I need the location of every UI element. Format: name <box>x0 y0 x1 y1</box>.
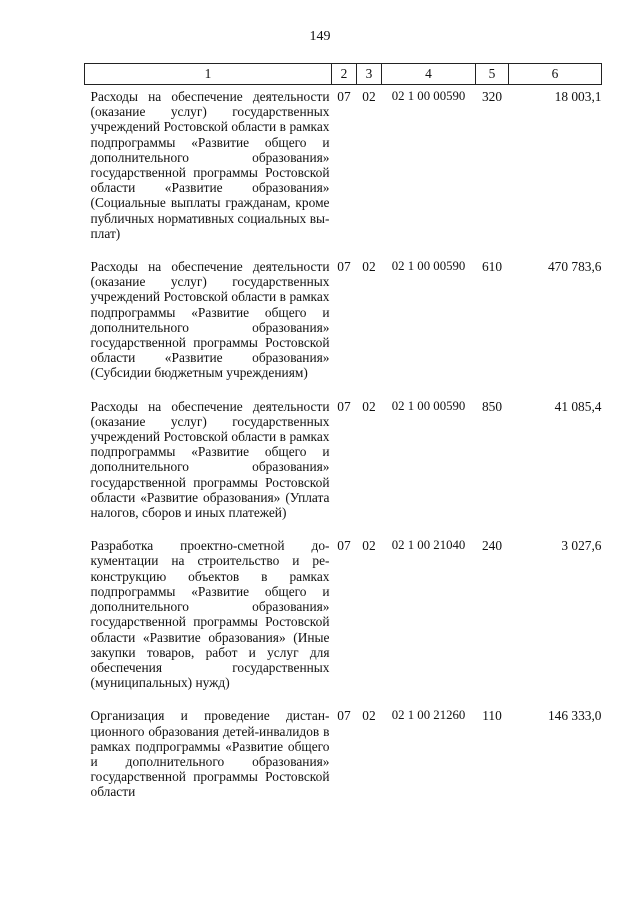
row-expense-type: 850 <box>481 398 503 414</box>
table-row <box>85 85 602 256</box>
page-number: 149 <box>309 29 331 44</box>
row-subsection: 02 <box>362 708 376 724</box>
header-col-1: 1 <box>85 64 332 85</box>
row-description: Расходы на обеспечение деятельности (оказание услуг) государственных учреждений Ростовской области в рамках подпрограммы «Развитие общего и дополнительного образования» государственной программы Ростовской области «Развитие образования» (Субсидии бюджетным учреждениям) <box>90 259 330 381</box>
row-description: Разработка проектно-сметной документации на строительство и реконструкцию объектов в рамках подпрограммы «Развитие общего и дополнительного образования» государственной программы Ростовской области «Развитие образования» (Иные закупки товаров, работ и услуг для обеспечения государственных (муниципальных) нужд) <box>90 538 330 691</box>
table-row <box>85 395 602 535</box>
row-expense-type: 240 <box>481 538 503 554</box>
header-row <box>85 64 602 85</box>
table-header <box>85 64 602 85</box>
row-section: 07 <box>337 708 351 724</box>
table-row <box>85 704 602 813</box>
row-section: 07 <box>337 89 351 104</box>
row-expense-type: 110 <box>482 708 502 724</box>
row-amount: 470 783,6 <box>547 259 602 275</box>
row-expense-type: 610 <box>481 259 503 275</box>
header-col-4: 4 <box>382 64 476 85</box>
header-col-3: 3 <box>357 64 382 85</box>
row-subsection: 02 <box>362 259 376 275</box>
header-col-2: 2 <box>332 64 357 85</box>
row-target-code: 02 1 00 00590 <box>391 398 466 413</box>
row-amount: 18 003,1 <box>554 89 602 104</box>
header-col-5: 5 <box>476 64 509 85</box>
row-description: Организация и проведение дистанционного образования детей-инвалидов в рамках подпрограммы «Развитие общего и дополнительного образования» государственной программы Ростовской области <box>90 708 330 800</box>
row-target-code: 02 1 00 00590 <box>391 89 466 103</box>
row-expense-type: 320 <box>481 89 503 104</box>
row-subsection: 02 <box>362 538 376 554</box>
row-description: Расходы на обеспечение деятельности (оказание услуг) государственных учреждений Ростовской области в рамках подпрограммы «Развитие общего и дополнительного образования» государственной программы Ростовской области «Развитие образования» (Социальные выплаты гражданам, кроме публичных нормативных социальных выплат) <box>90 89 330 241</box>
row-target-code: 02 1 00 00590 <box>391 259 466 274</box>
row-section: 07 <box>337 398 351 414</box>
table-row <box>85 255 602 395</box>
row-description: Расходы на обеспечение деятельности (оказание услуг) государственных учреждений Ростовской области в рамках подпрограммы «Развитие общего и дополнительного образования» государственной программы Ростовской области «Развитие образования» (Уплата налогов, сборов и иных платежей) <box>90 398 330 521</box>
row-subsection: 02 <box>362 398 376 414</box>
row-target-code: 02 1 00 21260 <box>391 708 466 723</box>
table-row <box>85 534 602 704</box>
row-section: 07 <box>337 259 351 275</box>
budget-table <box>84 63 602 814</box>
row-amount: 41 085,4 <box>554 398 602 414</box>
row-section: 07 <box>337 538 351 554</box>
row-amount: 3 027,6 <box>561 538 602 554</box>
row-amount: 146 333,0 <box>547 708 602 724</box>
table-body <box>85 85 602 814</box>
row-subsection: 02 <box>362 89 376 104</box>
header-col-6: 6 <box>509 64 602 85</box>
row-target-code: 02 1 00 21040 <box>391 538 466 553</box>
